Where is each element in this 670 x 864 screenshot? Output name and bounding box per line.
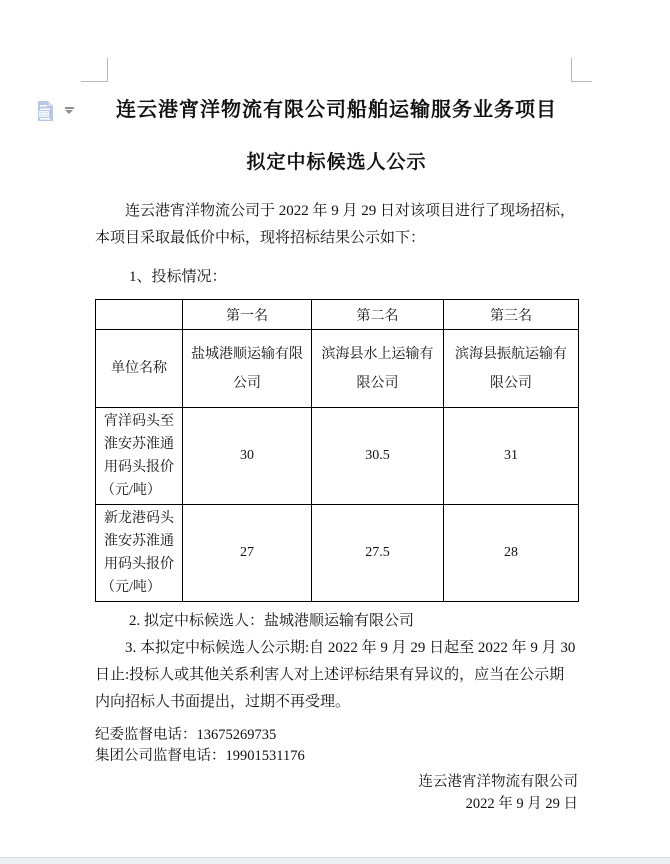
section-1-heading: 1、投标情况： bbox=[129, 269, 227, 285]
table-row-xinlonggang-price bbox=[96, 505, 579, 602]
group-phone-line: 集团公司监督电话：19901531176 bbox=[95, 748, 305, 764]
xiaoyang-price-rank3: 31 bbox=[444, 408, 579, 505]
xinlonggang-price-rank3: 28 bbox=[444, 505, 579, 602]
table-header-empty-cell bbox=[96, 300, 183, 330]
table-row-xiaoyang-price bbox=[96, 408, 579, 505]
bid-results-table bbox=[95, 299, 579, 602]
row-label-xinlonggang-price: 新龙港码头淮安苏淮通用码头报价（元/吨） bbox=[96, 505, 183, 602]
signature-company: 连云港宵洋物流有限公司 bbox=[418, 774, 578, 790]
document-icon bbox=[36, 100, 56, 122]
row-label-company-name: 单位名称 bbox=[96, 330, 183, 408]
section-3-publicity-period: 3. 本拟定中标候选人公示期:自 2022 年 9 月 29 日起至 2022 年 9 月 30 日止:投标人或其他关系利害人对上述评标结果有异议的，应当在公示期内向招标人书面提出，过期不再受理。 bbox=[95, 640, 576, 710]
table-header-row bbox=[96, 300, 579, 330]
xiaoyang-price-rank2: 30.5 bbox=[312, 408, 444, 505]
signature-date: 2022 年 9 月 29 日 bbox=[465, 796, 578, 812]
xiaoyang-price-rank1: 30 bbox=[183, 408, 312, 505]
table-header-rank3: 第三名 bbox=[444, 300, 579, 330]
table-header-rank1: 第一名 bbox=[183, 300, 312, 330]
company-rank2: 滨海县水上运输有限公司 bbox=[312, 330, 444, 408]
signature-block bbox=[95, 771, 578, 815]
text-boundary-mark-top-left bbox=[81, 58, 108, 82]
section-2-winner: 2. 拟定中标候选人：盐城港顺运输有限公司 bbox=[129, 613, 415, 629]
xinlonggang-price-rank1: 27 bbox=[183, 505, 312, 602]
chevron-down-icon bbox=[65, 107, 74, 114]
document-subtitle: 拟定中标候选人公示 bbox=[246, 152, 427, 173]
xinlonggang-price-rank2: 27.5 bbox=[312, 505, 444, 602]
row-label-xiaoyang-price: 宵洋码头至淮安苏淮通用码头报价（元/吨） bbox=[96, 408, 183, 505]
text-boundary-mark-top-right bbox=[571, 58, 592, 82]
document-title: 连云港宵洋物流有限公司船舶运输服务业务项目 bbox=[116, 99, 557, 121]
company-rank3: 滨海县振航运输有限公司 bbox=[444, 330, 579, 408]
company-rank1: 盐城港顺运输有限公司 bbox=[183, 330, 312, 408]
table-header-rank2: 第二名 bbox=[312, 300, 444, 330]
intro-paragraph: 连云港宵洋物流公司于 2022 年 9 月 29 日对该项目进行了现场招标，本项目采取最低价中标，现将招标结果公示如下： bbox=[95, 203, 576, 246]
table-row-company-names bbox=[96, 330, 579, 408]
discipline-phone-line: 纪委监督电话：13675269735 bbox=[95, 727, 277, 743]
page-bottom-edge bbox=[0, 857, 670, 864]
document-options-button[interactable] bbox=[36, 100, 74, 122]
document-body bbox=[95, 96, 578, 815]
